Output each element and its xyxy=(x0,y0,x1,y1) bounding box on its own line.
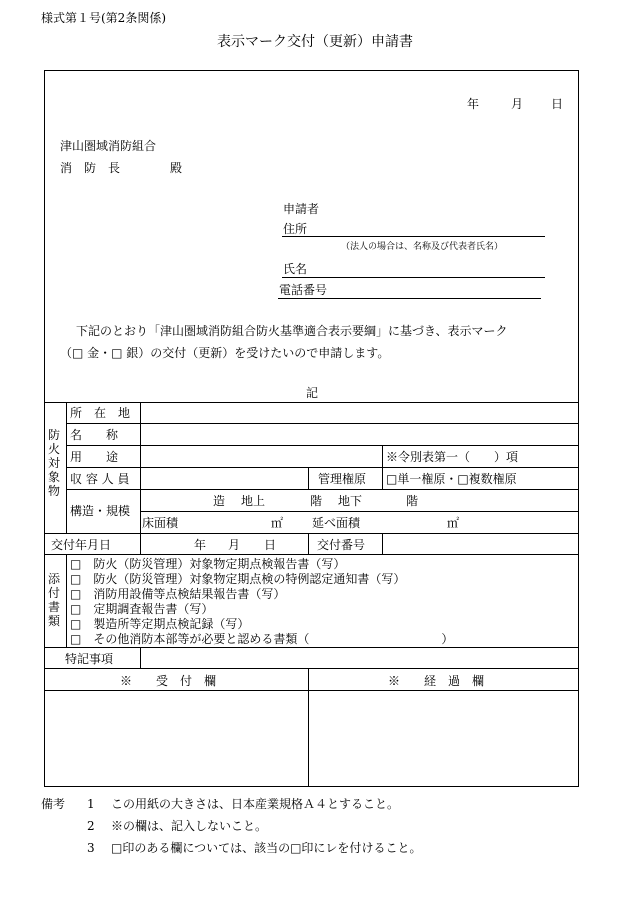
col-line-issue-a xyxy=(140,533,141,554)
name-row-label: 名 称 xyxy=(70,428,119,442)
row-line-5 xyxy=(140,511,579,512)
location-label: 所 在 地 xyxy=(70,406,131,420)
col-line-attach xyxy=(66,554,67,647)
addressee-honorific: 殿 xyxy=(170,161,183,175)
reception-header: ※ 受 付 欄 xyxy=(120,674,217,688)
issue-date-label: 交付年月日 xyxy=(51,538,112,552)
table-top-line xyxy=(44,402,579,403)
attachment-item: □ 定期調査報告書（写） xyxy=(70,602,214,616)
phone-label: 電話番号 xyxy=(279,283,328,297)
remark-number: 1 xyxy=(87,797,95,811)
remark-text: □印のある欄については、該当の□印にレを付けること。 xyxy=(111,841,422,855)
structure-zou: 造 xyxy=(213,494,226,508)
row-line-3 xyxy=(66,467,579,468)
management-options: □単一権原・□複数権原 xyxy=(386,472,517,486)
structure-below: 地下 xyxy=(338,494,363,508)
attachment-item: □ 製造所等定期点検記録（写） xyxy=(70,617,250,631)
col-line-issue-c xyxy=(382,533,383,554)
name-label: 氏名 xyxy=(283,262,308,276)
date-day: 日 xyxy=(551,97,564,111)
total-area-label: 延べ面積 xyxy=(312,516,361,530)
building-group-label: 防火対象物 xyxy=(47,428,60,498)
address-underline xyxy=(282,236,545,237)
remark-number: 2 xyxy=(87,819,95,833)
issue-number-label: 交付番号 xyxy=(317,538,366,552)
remark-text: この用紙の大きさは、日本産業規格Ａ４とすること。 xyxy=(111,797,400,811)
form-number: 様式第１号(第2条関係) xyxy=(41,11,166,25)
issue-year: 年 xyxy=(194,538,207,552)
total-area-unit: ㎡ xyxy=(447,516,460,530)
row-line-10 xyxy=(44,690,579,691)
row-line-7 xyxy=(44,554,579,555)
body-line-1: 下記のとおり「津山圏域消防組合防火基準適合表示要綱」に基づき、表示マーク xyxy=(76,324,508,338)
col-line-issue-b xyxy=(308,533,309,554)
issue-month: 月 xyxy=(228,538,241,552)
date-year: 年 xyxy=(467,97,480,111)
corporate-note: （法人の場合は、名称及び代表者氏名） xyxy=(341,242,504,252)
row-line-2 xyxy=(66,445,579,446)
structure-floor-above: 階 xyxy=(310,494,323,508)
structure-floor-below: 階 xyxy=(406,494,419,508)
row-line-1 xyxy=(66,423,579,424)
col-line-group xyxy=(66,402,67,533)
row-line-6 xyxy=(44,533,579,534)
capacity-label: 収 容 人 員 xyxy=(70,472,130,486)
remark-text: ※の欄は、記入しないこと。 xyxy=(111,819,268,833)
ki-heading: 記 xyxy=(306,386,319,400)
structure-above: 地上 xyxy=(241,494,266,508)
addressee-org: 津山圏域消防組合 xyxy=(60,139,157,153)
remark-number: 3 xyxy=(87,841,95,855)
remarks-label: 備考 xyxy=(41,797,66,811)
issue-day: 日 xyxy=(264,538,277,552)
row-line-9 xyxy=(44,668,579,669)
row-line-4 xyxy=(66,489,579,490)
floor-area-unit: ㎡ xyxy=(271,516,284,530)
use-label: 用 途 xyxy=(70,450,119,464)
attachment-item: □ その他消防本部等が必要と認める書類（ ） xyxy=(70,632,454,646)
progress-header: ※ 経 過 欄 xyxy=(388,674,485,688)
col-line-reiko xyxy=(382,445,383,489)
reiko-label: ※令別表第一（ ）項 xyxy=(386,450,519,464)
management-label: 管理権原 xyxy=(318,472,367,486)
floor-area-label: 床面積 xyxy=(142,516,179,530)
col-line-notes xyxy=(140,647,141,668)
col-line-mgmt xyxy=(308,467,309,489)
address-label: 住所 xyxy=(283,222,308,236)
date-month: 月 xyxy=(511,97,524,111)
phone-underline xyxy=(278,298,541,299)
notes-label: 特記事項 xyxy=(65,652,114,666)
attachment-item: □ 防火（防災管理）対象物定期点検報告書（写） xyxy=(70,557,346,571)
attachment-item: □ 防火（防災管理）対象物定期点検の特例認定通知書（写） xyxy=(70,572,406,586)
name-underline xyxy=(282,277,545,278)
attachment-item: □ 消防用設備等点検結果報告書（写） xyxy=(70,587,286,601)
body-line-2: （□ 金・□ 銀）の交付（更新）を受けたいので申請します。 xyxy=(60,346,390,360)
structure-label: 構造・規模 xyxy=(70,504,131,518)
row-line-8 xyxy=(44,647,579,648)
attachments-group-label: 添付書類 xyxy=(47,572,60,628)
addressee-chief: 消 防 長 xyxy=(60,161,121,175)
col-line-label xyxy=(140,402,141,533)
col-line-reception xyxy=(308,668,309,787)
form-title: 表示マーク交付（更新）申請書 xyxy=(217,34,413,50)
applicant-heading: 申請者 xyxy=(283,202,320,216)
